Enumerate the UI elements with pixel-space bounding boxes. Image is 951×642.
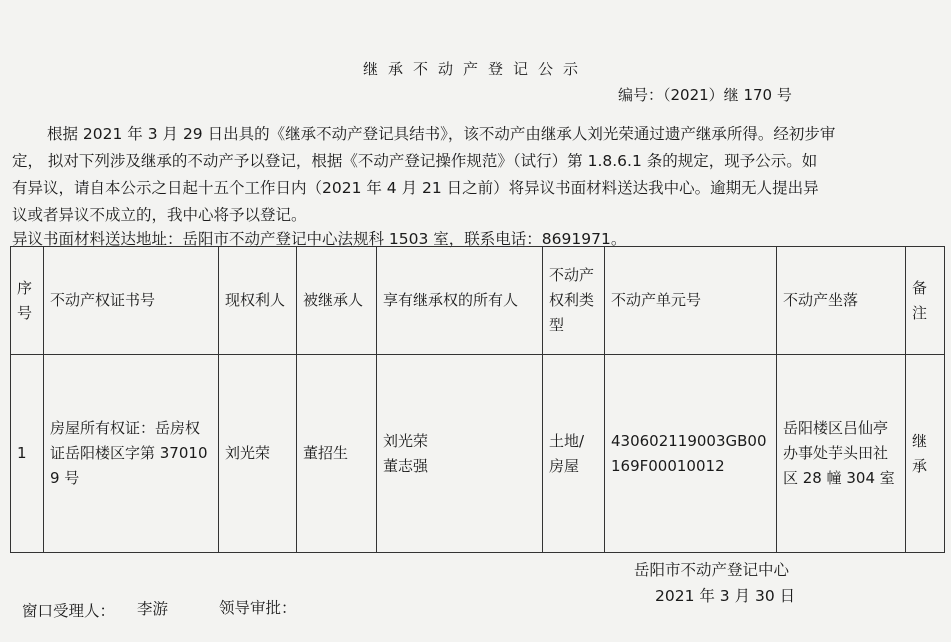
- cell-remark: 继承: [906, 355, 945, 553]
- header-seq: 序号: [11, 247, 44, 355]
- header-right-type: 不动产权利类型: [543, 247, 605, 355]
- cell-cert: 房屋所有权证：岳房权证岳阳楼区字第 370109 号: [44, 355, 219, 553]
- header-cert: 不动产权证书号: [44, 247, 219, 355]
- leader-approval-label: 领导审批：: [219, 599, 297, 617]
- header-heirs: 享有继承权的所有人: [377, 247, 543, 355]
- header-owner: 现权利人: [219, 247, 297, 355]
- cell-seq: 1: [11, 355, 44, 553]
- header-unit-no: 不动产单元号: [605, 247, 777, 355]
- objection-address: 异议书面材料送达地址：岳阳市不动产登记中心法规科 1503 室，联系电话：8691971。: [12, 230, 627, 248]
- cell-deceased: 董招生: [297, 355, 377, 553]
- notice-title: 继承不动产登记公示: [362, 60, 588, 78]
- paragraph-line: 根据 2021 年 3 月 29 日出具的《继承不动产登记具结书》，该不动产由继承人刘光荣通过遗产继承所得。经初步审: [47, 125, 836, 143]
- paragraph-line: 议或者异议不成立的，我中心将予以登记。: [12, 206, 307, 224]
- table-row: [11, 355, 945, 553]
- issue-date: 2021 年 3 月 30 日: [655, 587, 796, 605]
- paragraph-line: 有异议，请自本公示之日起十五个工作日内（2021 年 4 月 21 日之前）将异议书面材料送达我中心。逾期无人提出异: [12, 179, 819, 197]
- heir-name: 刘光荣: [383, 431, 429, 450]
- registration-table: [10, 246, 945, 553]
- heir-name: 董志强: [383, 456, 429, 475]
- cell-location: 岳阳楼区吕仙亭办事处芋头田社区 28 幢 304 室: [777, 355, 906, 553]
- table-header-row: [11, 247, 945, 355]
- cell-unit-no: 430602119003GB00169F00010012: [605, 355, 777, 553]
- window-clerk-name: 李游: [137, 600, 169, 618]
- document-number: 编号：（2021）继 170 号: [618, 86, 792, 104]
- header-deceased: 被继承人: [297, 247, 377, 355]
- issuer: 岳阳市不动产登记中心: [634, 561, 790, 579]
- cell-heirs: [377, 355, 543, 553]
- header-location: 不动产坐落: [777, 247, 906, 355]
- cell-right-type: 土地/房屋: [543, 355, 605, 553]
- cell-owner: 刘光荣: [219, 355, 297, 553]
- header-remark: 备注: [906, 247, 945, 355]
- window-clerk-label: 窗口受理人：: [22, 602, 116, 620]
- paragraph-line: 定， 拟对下列涉及继承的不动产予以登记，根据《不动产登记操作规范》（试行）第 1.8.6.1 条的规定，现予公示。如: [12, 152, 818, 170]
